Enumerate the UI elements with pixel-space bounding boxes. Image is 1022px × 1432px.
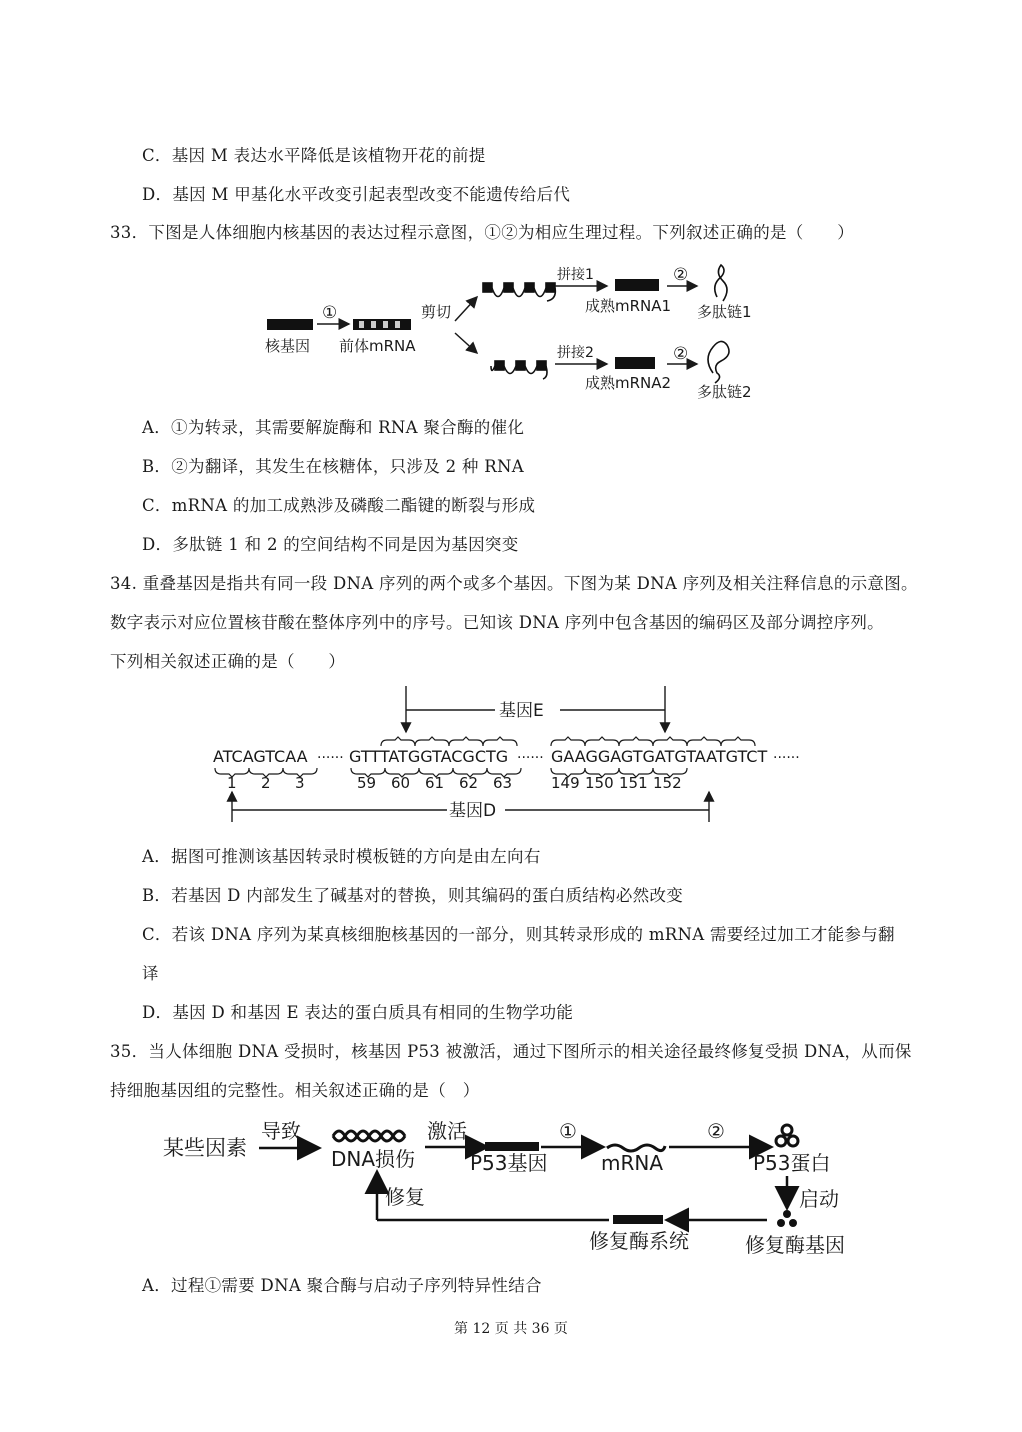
repair-label: 修复 xyxy=(385,1185,425,1209)
repair-system-label: 修复酶系统 xyxy=(589,1229,689,1253)
q33-option-d: D．多肽链 1 和 2 的空间结构不同是因为基因突变 xyxy=(142,535,519,554)
cut-label: 剪切 xyxy=(421,303,452,321)
q35-option-a: A．过程①需要 DNA 聚合酶与启动子序列特异性结合 xyxy=(142,1276,542,1295)
position-62: 62 xyxy=(459,774,479,792)
p53-gene-bar xyxy=(485,1142,539,1151)
core-gene-bar xyxy=(267,319,313,330)
q34-diagram xyxy=(205,680,825,830)
mrna-label: mRNA xyxy=(601,1151,664,1175)
sequence-part3: GAAGGAGTGATGTAATGTCT xyxy=(551,747,768,766)
gene-e-codon-braces xyxy=(381,737,755,746)
position-149: 149 xyxy=(551,774,580,792)
dna-damage-label: DNA损伤 xyxy=(331,1147,416,1171)
step2b-label: ② xyxy=(673,344,689,364)
step1-label: ① xyxy=(559,1119,577,1143)
peptide2-label: 多肽链2 xyxy=(697,383,752,401)
sequence-part2: GTTTATGGTACGCTG xyxy=(349,747,509,766)
induce-label: 导致 xyxy=(261,1119,301,1143)
q34-option-d: D．基因 D 和基因 E 表达的蛋白质具有相同的生物学功能 xyxy=(142,1003,574,1022)
q34-option-c-line1: C．若该 DNA 序列为某真核细胞核基因的一部分，则其转录形成的 mRNA 需要经过加工才能参与翻 xyxy=(142,925,895,944)
splice1-label: 拼接1 xyxy=(557,267,594,283)
step2a-label: ② xyxy=(673,265,689,285)
q33-stem: 33．下图是人体细胞内核基因的表达过程示意图，①②为相应生理过程。下列叙述正确的是（ ） xyxy=(110,223,854,242)
peptide2-shape xyxy=(708,341,729,383)
q34-stem-line2: 数字表示对应位置核苷酸在整体序列中的序号。已知该 DNA 序列中包含基因的编码区及部分调控序列。 xyxy=(110,613,884,632)
gene-d-codon-braces xyxy=(215,768,687,777)
position-151: 151 xyxy=(619,774,648,792)
sequence-part1: ATCAGTCAA xyxy=(213,747,308,766)
position-63: 63 xyxy=(493,774,513,792)
q35-stem-line1: 35．当人体细胞 DNA 受损时，核基因 P53 被激活，通过下图所示的相关途径最终修复受损 DNA，从而保 xyxy=(110,1042,912,1061)
mature-mrna2-bar xyxy=(615,357,655,369)
repair-gene-label: 修复酶基因 xyxy=(745,1233,845,1257)
position-150: 150 xyxy=(585,774,614,792)
q34-option-a: A．据图可推测该基因转录时模板链的方向是由左向右 xyxy=(142,847,541,866)
position-2: 2 xyxy=(261,774,271,792)
repair-gene-icon xyxy=(777,1210,797,1227)
q34-stem-line1: 34. 重叠基因是指共有同一段 DNA 序列的两个或多个基因。下图为某 DNA 序列及相关注释信息的示意图。 xyxy=(110,574,918,593)
p53-protein-icon xyxy=(776,1125,798,1146)
step2-label: ② xyxy=(707,1119,725,1143)
dna-damage-icon xyxy=(333,1131,405,1141)
p53-gene-label: P53基因 xyxy=(470,1151,548,1175)
pre-mrna-bar xyxy=(353,319,411,330)
gene-d-label: 基因D xyxy=(449,801,497,821)
position-152: 152 xyxy=(653,774,682,792)
page-footer: 第 12 页 共 36 页 xyxy=(454,1321,568,1337)
gene-e-label: 基因E xyxy=(499,701,544,721)
splice-loops-1 xyxy=(483,283,555,301)
position-61: 61 xyxy=(425,774,445,792)
p53-protein-label: P53蛋白 xyxy=(753,1151,831,1175)
q33-option-c: C．mRNA 的加工成熟涉及磷酸二酯键的断裂与形成 xyxy=(142,496,536,515)
q32-option-d: D．基因 M 甲基化水平改变引起表型改变不能遗传给后代 xyxy=(142,185,571,204)
position-1: 1 xyxy=(227,774,237,792)
position-3: 3 xyxy=(295,774,305,792)
q34-option-c-line2: 译 xyxy=(142,964,159,983)
splice-loops-2 xyxy=(491,361,547,379)
q33-option-a: A．①为转录，其需要解旋酶和 RNA 聚合酶的催化 xyxy=(142,418,525,437)
pre-mrna-label: 前体mRNA xyxy=(339,337,416,355)
position-60: 60 xyxy=(391,774,411,792)
mature-mrna1-label: 成熟mRNA1 xyxy=(585,297,672,315)
q33-option-b: B．②为翻译，其发生在核糖体，只涉及 2 种 RNA xyxy=(142,457,524,476)
step1-label: ① xyxy=(322,303,338,323)
activate-label: 激活 xyxy=(427,1119,467,1143)
mature-mrna2-label: 成熟mRNA2 xyxy=(585,374,672,392)
peptide1-label: 多肽链1 xyxy=(697,303,752,321)
q34-stem-line3: 下列相关叙述正确的是（ ） xyxy=(110,652,346,671)
sequence-dots3: ······ xyxy=(773,750,800,766)
start-label: 启动 xyxy=(799,1187,839,1211)
q34-option-b: B．若基因 D 内部发生了碱基对的替换，则其编码的蛋白质结构必然改变 xyxy=(142,886,684,905)
q33-diagram xyxy=(255,255,785,405)
q35-diagram xyxy=(155,1110,875,1260)
q35-stem-line2: 持细胞基因组的完整性。相关叙述正确的是（ ） xyxy=(110,1081,480,1100)
splice2-label: 拼接2 xyxy=(557,345,594,361)
core-gene-label: 核基因 xyxy=(265,337,311,355)
peptide1-shape xyxy=(715,265,727,301)
factors-label: 某些因素 xyxy=(163,1136,247,1160)
sequence-dots2: ······ xyxy=(517,750,544,766)
sequence-dots1: ······ xyxy=(317,750,344,766)
q32-option-c: C．基因 M 表达水平降低是该植物开花的前提 xyxy=(142,146,486,165)
position-59: 59 xyxy=(357,774,377,792)
repair-system-bar xyxy=(613,1215,663,1224)
mature-mrna1-bar xyxy=(615,279,659,291)
